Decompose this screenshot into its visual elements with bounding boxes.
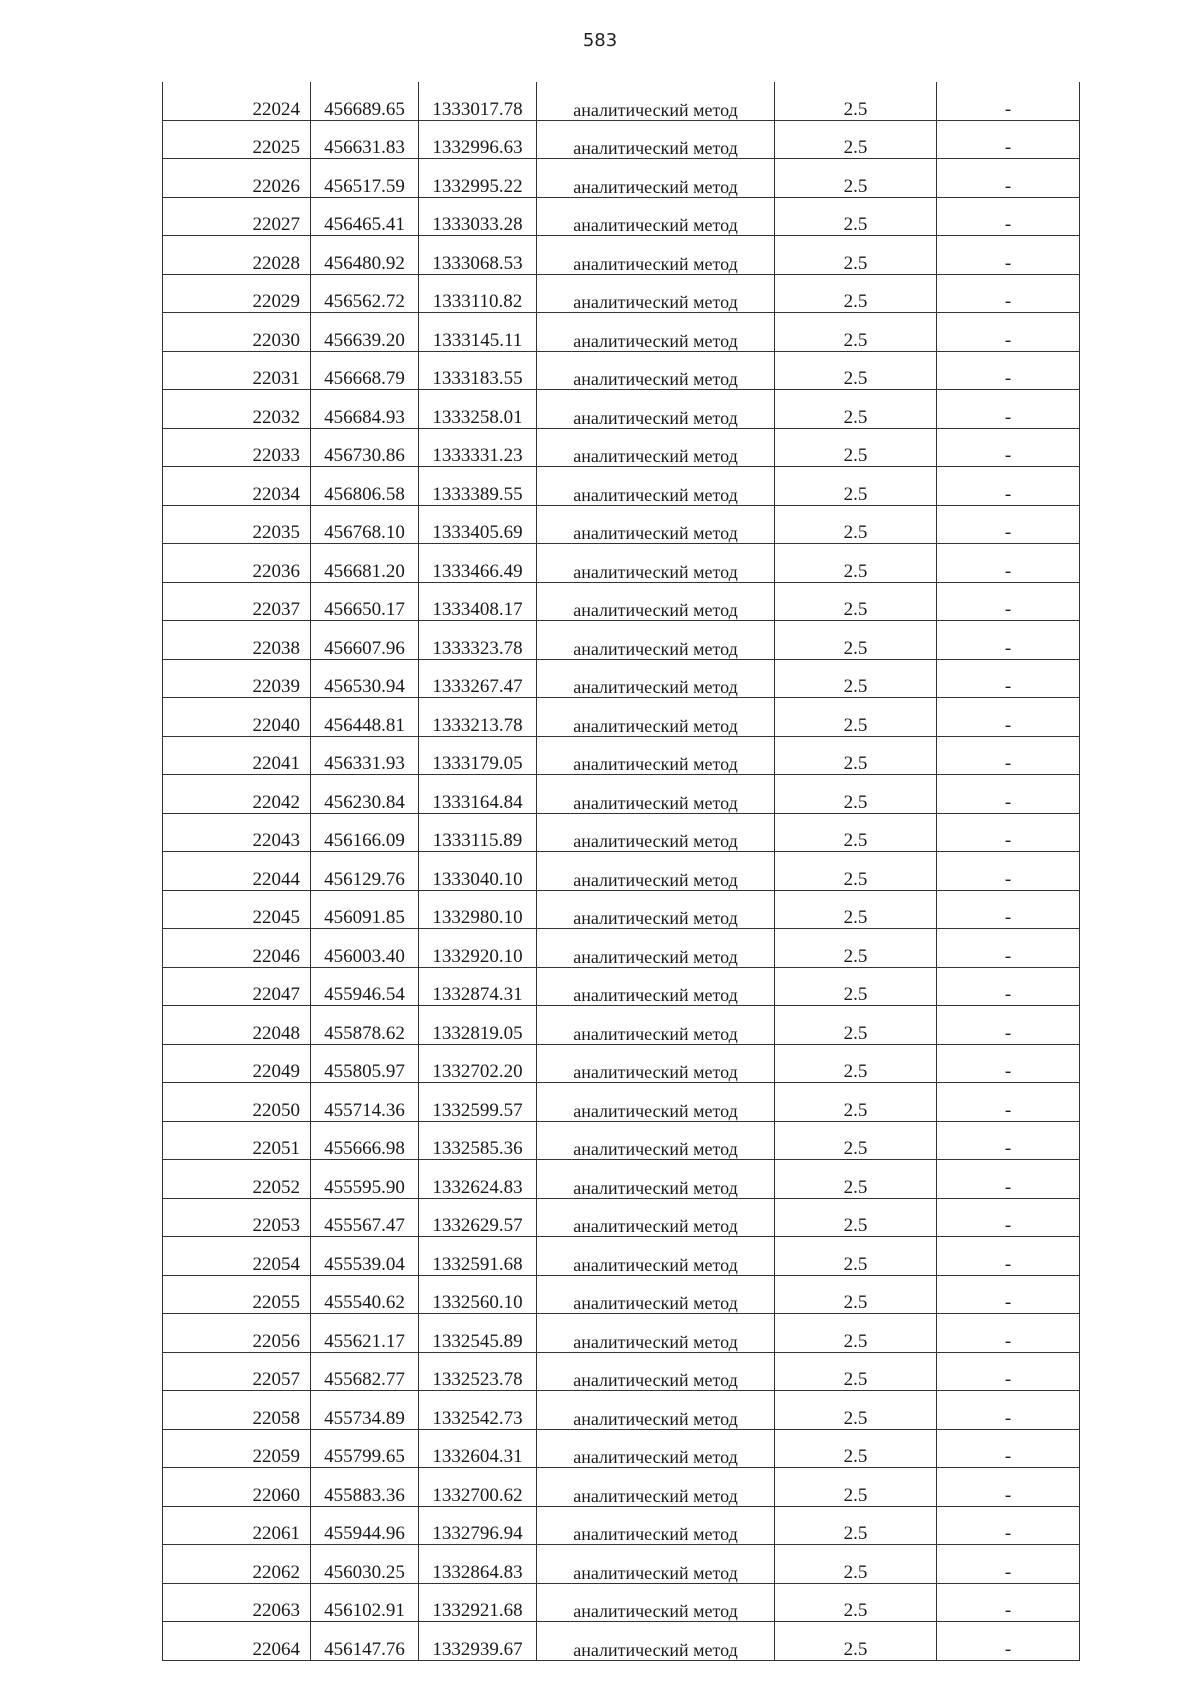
note-cell: - [937, 621, 1080, 660]
accuracy-cell: 2.5 [775, 1391, 937, 1430]
accuracy-cell: 2.5 [775, 1006, 937, 1045]
table-row [163, 236, 1080, 275]
point-id-cell: 22054 [163, 1237, 311, 1276]
table-row [163, 544, 1080, 583]
x-coordinate-cell: 456030.25 [311, 1545, 419, 1584]
note-cell: - [937, 736, 1080, 775]
method-cell: аналитический метод [537, 159, 775, 198]
method-cell: аналитический метод [537, 505, 775, 544]
x-coordinate-cell: 455621.17 [311, 1314, 419, 1353]
y-coordinate-cell: 1333183.55 [419, 351, 537, 390]
accuracy-cell: 2.5 [775, 1237, 937, 1276]
accuracy-cell: 2.5 [775, 544, 937, 583]
method-cell: аналитический метод [537, 1391, 775, 1430]
accuracy-cell: 2.5 [775, 1506, 937, 1545]
method-cell: аналитический метод [537, 1083, 775, 1122]
method-cell: аналитический метод [537, 1429, 775, 1468]
y-coordinate-cell: 1333258.01 [419, 390, 537, 429]
method-cell: аналитический метод [537, 390, 775, 429]
point-id-cell: 22036 [163, 544, 311, 583]
table-row [163, 313, 1080, 352]
y-coordinate-cell: 1332585.36 [419, 1121, 537, 1160]
x-coordinate-cell: 456650.17 [311, 582, 419, 621]
method-cell: аналитический метод [537, 236, 775, 275]
accuracy-cell: 2.5 [775, 929, 937, 968]
method-cell: аналитический метод [537, 1314, 775, 1353]
x-coordinate-cell: 456517.59 [311, 159, 419, 198]
y-coordinate-cell: 1332796.94 [419, 1506, 537, 1545]
note-cell: - [937, 1006, 1080, 1045]
note-cell: - [937, 698, 1080, 737]
accuracy-cell: 2.5 [775, 159, 937, 198]
note-cell: - [937, 120, 1080, 159]
table-row [163, 120, 1080, 159]
table-row [163, 1237, 1080, 1276]
y-coordinate-cell: 1332542.73 [419, 1391, 537, 1430]
x-coordinate-cell: 455540.62 [311, 1275, 419, 1314]
x-coordinate-cell: 456668.79 [311, 351, 419, 390]
table-row [163, 1314, 1080, 1353]
x-coordinate-cell: 456607.96 [311, 621, 419, 660]
x-coordinate-cell: 456147.76 [311, 1622, 419, 1661]
x-coordinate-cell: 456003.40 [311, 929, 419, 968]
x-coordinate-cell: 456730.86 [311, 428, 419, 467]
point-id-cell: 22061 [163, 1506, 311, 1545]
x-coordinate-cell: 456689.65 [311, 82, 419, 120]
table-row [163, 1083, 1080, 1122]
accuracy-cell: 2.5 [775, 467, 937, 506]
point-id-cell: 22049 [163, 1044, 311, 1083]
table-row [163, 621, 1080, 660]
note-cell: - [937, 1237, 1080, 1276]
note-cell: - [937, 1429, 1080, 1468]
note-cell: - [937, 351, 1080, 390]
point-id-cell: 22041 [163, 736, 311, 775]
x-coordinate-cell: 455805.97 [311, 1044, 419, 1083]
x-coordinate-cell: 456465.41 [311, 197, 419, 236]
point-id-cell: 22025 [163, 120, 311, 159]
note-cell: - [937, 390, 1080, 429]
accuracy-cell: 2.5 [775, 505, 937, 544]
y-coordinate-cell: 1333213.78 [419, 698, 537, 737]
y-coordinate-cell: 1332629.57 [419, 1198, 537, 1237]
accuracy-cell: 2.5 [775, 967, 937, 1006]
accuracy-cell: 2.5 [775, 236, 937, 275]
y-coordinate-cell: 1332939.67 [419, 1622, 537, 1661]
method-cell: аналитический метод [537, 582, 775, 621]
note-cell: - [937, 890, 1080, 929]
x-coordinate-cell: 455666.98 [311, 1121, 419, 1160]
note-cell: - [937, 544, 1080, 583]
y-coordinate-cell: 1333115.89 [419, 813, 537, 852]
note-cell: - [937, 582, 1080, 621]
accuracy-cell: 2.5 [775, 428, 937, 467]
y-coordinate-cell: 1332604.31 [419, 1429, 537, 1468]
point-id-cell: 22051 [163, 1121, 311, 1160]
y-coordinate-cell: 1332591.68 [419, 1237, 537, 1276]
y-coordinate-cell: 1333405.69 [419, 505, 537, 544]
table-row [163, 1391, 1080, 1430]
table-row [163, 1506, 1080, 1545]
point-id-cell: 22050 [163, 1083, 311, 1122]
method-cell: аналитический метод [537, 967, 775, 1006]
x-coordinate-cell: 455567.47 [311, 1198, 419, 1237]
x-coordinate-cell: 456562.72 [311, 274, 419, 313]
x-coordinate-cell: 456768.10 [311, 505, 419, 544]
accuracy-cell: 2.5 [775, 1314, 937, 1353]
note-cell: - [937, 775, 1080, 814]
accuracy-cell: 2.5 [775, 1622, 937, 1661]
method-cell: аналитический метод [537, 1545, 775, 1584]
table-row [163, 736, 1080, 775]
note-cell: - [937, 1506, 1080, 1545]
method-cell: аналитический метод [537, 120, 775, 159]
point-id-cell: 22033 [163, 428, 311, 467]
method-cell: аналитический метод [537, 1121, 775, 1160]
accuracy-cell: 2.5 [775, 659, 937, 698]
method-cell: аналитический метод [537, 1237, 775, 1276]
accuracy-cell: 2.5 [775, 82, 937, 120]
note-cell: - [937, 1160, 1080, 1199]
point-id-cell: 22046 [163, 929, 311, 968]
note-cell: - [937, 1314, 1080, 1353]
note-cell: - [937, 1121, 1080, 1160]
point-id-cell: 22030 [163, 313, 311, 352]
table-row [163, 505, 1080, 544]
y-coordinate-cell: 1333466.49 [419, 544, 537, 583]
x-coordinate-cell: 456684.93 [311, 390, 419, 429]
table-row [163, 274, 1080, 313]
table-row [163, 197, 1080, 236]
method-cell: аналитический метод [537, 313, 775, 352]
method-cell: аналитический метод [537, 1044, 775, 1083]
table-row [163, 1583, 1080, 1622]
table-row [163, 1121, 1080, 1160]
y-coordinate-cell: 1332995.22 [419, 159, 537, 198]
point-id-cell: 22042 [163, 775, 311, 814]
accuracy-cell: 2.5 [775, 1429, 937, 1468]
accuracy-cell: 2.5 [775, 1468, 937, 1507]
method-cell: аналитический метод [537, 351, 775, 390]
y-coordinate-cell: 1333033.28 [419, 197, 537, 236]
y-coordinate-cell: 1332702.20 [419, 1044, 537, 1083]
x-coordinate-cell: 455682.77 [311, 1352, 419, 1391]
method-cell: аналитический метод [537, 1352, 775, 1391]
x-coordinate-cell: 456166.09 [311, 813, 419, 852]
point-id-cell: 22047 [163, 967, 311, 1006]
y-coordinate-cell: 1333408.17 [419, 582, 537, 621]
accuracy-cell: 2.5 [775, 775, 937, 814]
y-coordinate-cell: 1333110.82 [419, 274, 537, 313]
method-cell: аналитический метод [537, 621, 775, 660]
table-row [163, 1352, 1080, 1391]
x-coordinate-cell: 456639.20 [311, 313, 419, 352]
x-coordinate-cell: 455883.36 [311, 1468, 419, 1507]
x-coordinate-cell: 456448.81 [311, 698, 419, 737]
accuracy-cell: 2.5 [775, 852, 937, 891]
point-id-cell: 22058 [163, 1391, 311, 1430]
method-cell: аналитический метод [537, 467, 775, 506]
note-cell: - [937, 1198, 1080, 1237]
y-coordinate-cell: 1332560.10 [419, 1275, 537, 1314]
y-coordinate-cell: 1332624.83 [419, 1160, 537, 1199]
coordinates-table [162, 82, 1080, 1661]
table-row [163, 852, 1080, 891]
accuracy-cell: 2.5 [775, 890, 937, 929]
table-row [163, 890, 1080, 929]
point-id-cell: 22055 [163, 1275, 311, 1314]
point-id-cell: 22026 [163, 159, 311, 198]
y-coordinate-cell: 1332921.68 [419, 1583, 537, 1622]
method-cell: аналитический метод [537, 775, 775, 814]
method-cell: аналитический метод [537, 1506, 775, 1545]
point-id-cell: 22052 [163, 1160, 311, 1199]
accuracy-cell: 2.5 [775, 1275, 937, 1314]
accuracy-cell: 2.5 [775, 351, 937, 390]
point-id-cell: 22039 [163, 659, 311, 698]
note-cell: - [937, 1352, 1080, 1391]
accuracy-cell: 2.5 [775, 1044, 937, 1083]
method-cell: аналитический метод [537, 1622, 775, 1661]
point-id-cell: 22045 [163, 890, 311, 929]
note-cell: - [937, 159, 1080, 198]
table-row [163, 1160, 1080, 1199]
point-id-cell: 22044 [163, 852, 311, 891]
note-cell: - [937, 1583, 1080, 1622]
point-id-cell: 22057 [163, 1352, 311, 1391]
accuracy-cell: 2.5 [775, 390, 937, 429]
point-id-cell: 22060 [163, 1468, 311, 1507]
x-coordinate-cell: 455944.96 [311, 1506, 419, 1545]
note-cell: - [937, 236, 1080, 275]
accuracy-cell: 2.5 [775, 1545, 937, 1584]
table-row [163, 351, 1080, 390]
method-cell: аналитический метод [537, 1160, 775, 1199]
method-cell: аналитический метод [537, 544, 775, 583]
method-cell: аналитический метод [537, 1468, 775, 1507]
x-coordinate-cell: 456230.84 [311, 775, 419, 814]
method-cell: аналитический метод [537, 1583, 775, 1622]
method-cell: аналитический метод [537, 82, 775, 120]
y-coordinate-cell: 1333323.78 [419, 621, 537, 660]
x-coordinate-cell: 455946.54 [311, 967, 419, 1006]
coordinates-table-body [163, 82, 1080, 1660]
table-row [163, 775, 1080, 814]
point-id-cell: 22027 [163, 197, 311, 236]
method-cell: аналитический метод [537, 890, 775, 929]
method-cell: аналитический метод [537, 736, 775, 775]
table-row [163, 582, 1080, 621]
note-cell: - [937, 505, 1080, 544]
accuracy-cell: 2.5 [775, 1583, 937, 1622]
y-coordinate-cell: 1332700.62 [419, 1468, 537, 1507]
table-row [163, 82, 1080, 120]
x-coordinate-cell: 455734.89 [311, 1391, 419, 1430]
method-cell: аналитический метод [537, 1275, 775, 1314]
accuracy-cell: 2.5 [775, 274, 937, 313]
page-number: 583 [582, 30, 618, 51]
point-id-cell: 22063 [163, 1583, 311, 1622]
method-cell: аналитический метод [537, 1006, 775, 1045]
x-coordinate-cell: 456331.93 [311, 736, 419, 775]
y-coordinate-cell: 1333068.53 [419, 236, 537, 275]
accuracy-cell: 2.5 [775, 621, 937, 660]
x-coordinate-cell: 456091.85 [311, 890, 419, 929]
note-cell: - [937, 1044, 1080, 1083]
table-row [163, 1275, 1080, 1314]
note-cell: - [937, 197, 1080, 236]
table-row [163, 1545, 1080, 1584]
y-coordinate-cell: 1333389.55 [419, 467, 537, 506]
accuracy-cell: 2.5 [775, 1198, 937, 1237]
y-coordinate-cell: 1332920.10 [419, 929, 537, 968]
method-cell: аналитический метод [537, 197, 775, 236]
method-cell: аналитический метод [537, 1198, 775, 1237]
note-cell: - [937, 428, 1080, 467]
table-row [163, 1429, 1080, 1468]
y-coordinate-cell: 1333017.78 [419, 82, 537, 120]
table-row [163, 428, 1080, 467]
y-coordinate-cell: 1332545.89 [419, 1314, 537, 1353]
note-cell: - [937, 1545, 1080, 1584]
accuracy-cell: 2.5 [775, 736, 937, 775]
point-id-cell: 22024 [163, 82, 311, 120]
note-cell: - [937, 1622, 1080, 1661]
note-cell: - [937, 852, 1080, 891]
x-coordinate-cell: 456530.94 [311, 659, 419, 698]
table-row [163, 1468, 1080, 1507]
y-coordinate-cell: 1333145.11 [419, 313, 537, 352]
method-cell: аналитический метод [537, 852, 775, 891]
point-id-cell: 22029 [163, 274, 311, 313]
x-coordinate-cell: 456102.91 [311, 1583, 419, 1622]
point-id-cell: 22056 [163, 1314, 311, 1353]
table-row [163, 929, 1080, 968]
note-cell: - [937, 82, 1080, 120]
note-cell: - [937, 967, 1080, 1006]
accuracy-cell: 2.5 [775, 582, 937, 621]
note-cell: - [937, 1391, 1080, 1430]
x-coordinate-cell: 455714.36 [311, 1083, 419, 1122]
accuracy-cell: 2.5 [775, 1121, 937, 1160]
table-row [163, 1006, 1080, 1045]
note-cell: - [937, 813, 1080, 852]
table-row [163, 698, 1080, 737]
note-cell: - [937, 659, 1080, 698]
x-coordinate-cell: 455878.62 [311, 1006, 419, 1045]
table-row [163, 967, 1080, 1006]
y-coordinate-cell: 1332996.63 [419, 120, 537, 159]
table-row [163, 813, 1080, 852]
point-id-cell: 22062 [163, 1545, 311, 1584]
y-coordinate-cell: 1332523.78 [419, 1352, 537, 1391]
y-coordinate-cell: 1333179.05 [419, 736, 537, 775]
table-row [163, 390, 1080, 429]
point-id-cell: 22059 [163, 1429, 311, 1468]
x-coordinate-cell: 456806.58 [311, 467, 419, 506]
method-cell: аналитический метод [537, 659, 775, 698]
x-coordinate-cell: 456480.92 [311, 236, 419, 275]
method-cell: аналитический метод [537, 428, 775, 467]
method-cell: аналитический метод [537, 274, 775, 313]
note-cell: - [937, 274, 1080, 313]
table-row [163, 1198, 1080, 1237]
y-coordinate-cell: 1332874.31 [419, 967, 537, 1006]
note-cell: - [937, 467, 1080, 506]
y-coordinate-cell: 1333164.84 [419, 775, 537, 814]
point-id-cell: 22035 [163, 505, 311, 544]
y-coordinate-cell: 1332864.83 [419, 1545, 537, 1584]
note-cell: - [937, 929, 1080, 968]
note-cell: - [937, 313, 1080, 352]
y-coordinate-cell: 1333331.23 [419, 428, 537, 467]
x-coordinate-cell: 455539.04 [311, 1237, 419, 1276]
table-row [163, 159, 1080, 198]
point-id-cell: 22053 [163, 1198, 311, 1237]
y-coordinate-cell: 1332819.05 [419, 1006, 537, 1045]
note-cell: - [937, 1468, 1080, 1507]
accuracy-cell: 2.5 [775, 197, 937, 236]
accuracy-cell: 2.5 [775, 1160, 937, 1199]
accuracy-cell: 2.5 [775, 313, 937, 352]
note-cell: - [937, 1275, 1080, 1314]
point-id-cell: 22048 [163, 1006, 311, 1045]
point-id-cell: 22028 [163, 236, 311, 275]
accuracy-cell: 2.5 [775, 120, 937, 159]
x-coordinate-cell: 456129.76 [311, 852, 419, 891]
y-coordinate-cell: 1332599.57 [419, 1083, 537, 1122]
table-row [163, 1044, 1080, 1083]
table-row [163, 467, 1080, 506]
point-id-cell: 22038 [163, 621, 311, 660]
accuracy-cell: 2.5 [775, 698, 937, 737]
accuracy-cell: 2.5 [775, 1352, 937, 1391]
accuracy-cell: 2.5 [775, 813, 937, 852]
point-id-cell: 22064 [163, 1622, 311, 1661]
note-cell: - [937, 1083, 1080, 1122]
point-id-cell: 22037 [163, 582, 311, 621]
x-coordinate-cell: 455799.65 [311, 1429, 419, 1468]
y-coordinate-cell: 1333040.10 [419, 852, 537, 891]
point-id-cell: 22031 [163, 351, 311, 390]
point-id-cell: 22040 [163, 698, 311, 737]
point-id-cell: 22043 [163, 813, 311, 852]
x-coordinate-cell: 455595.90 [311, 1160, 419, 1199]
y-coordinate-cell: 1332980.10 [419, 890, 537, 929]
y-coordinate-cell: 1333267.47 [419, 659, 537, 698]
point-id-cell: 22032 [163, 390, 311, 429]
method-cell: аналитический метод [537, 698, 775, 737]
table-row [163, 1622, 1080, 1661]
method-cell: аналитический метод [537, 929, 775, 968]
accuracy-cell: 2.5 [775, 1083, 937, 1122]
table-row [163, 659, 1080, 698]
method-cell: аналитический метод [537, 813, 775, 852]
x-coordinate-cell: 456631.83 [311, 120, 419, 159]
point-id-cell: 22034 [163, 467, 311, 506]
x-coordinate-cell: 456681.20 [311, 544, 419, 583]
